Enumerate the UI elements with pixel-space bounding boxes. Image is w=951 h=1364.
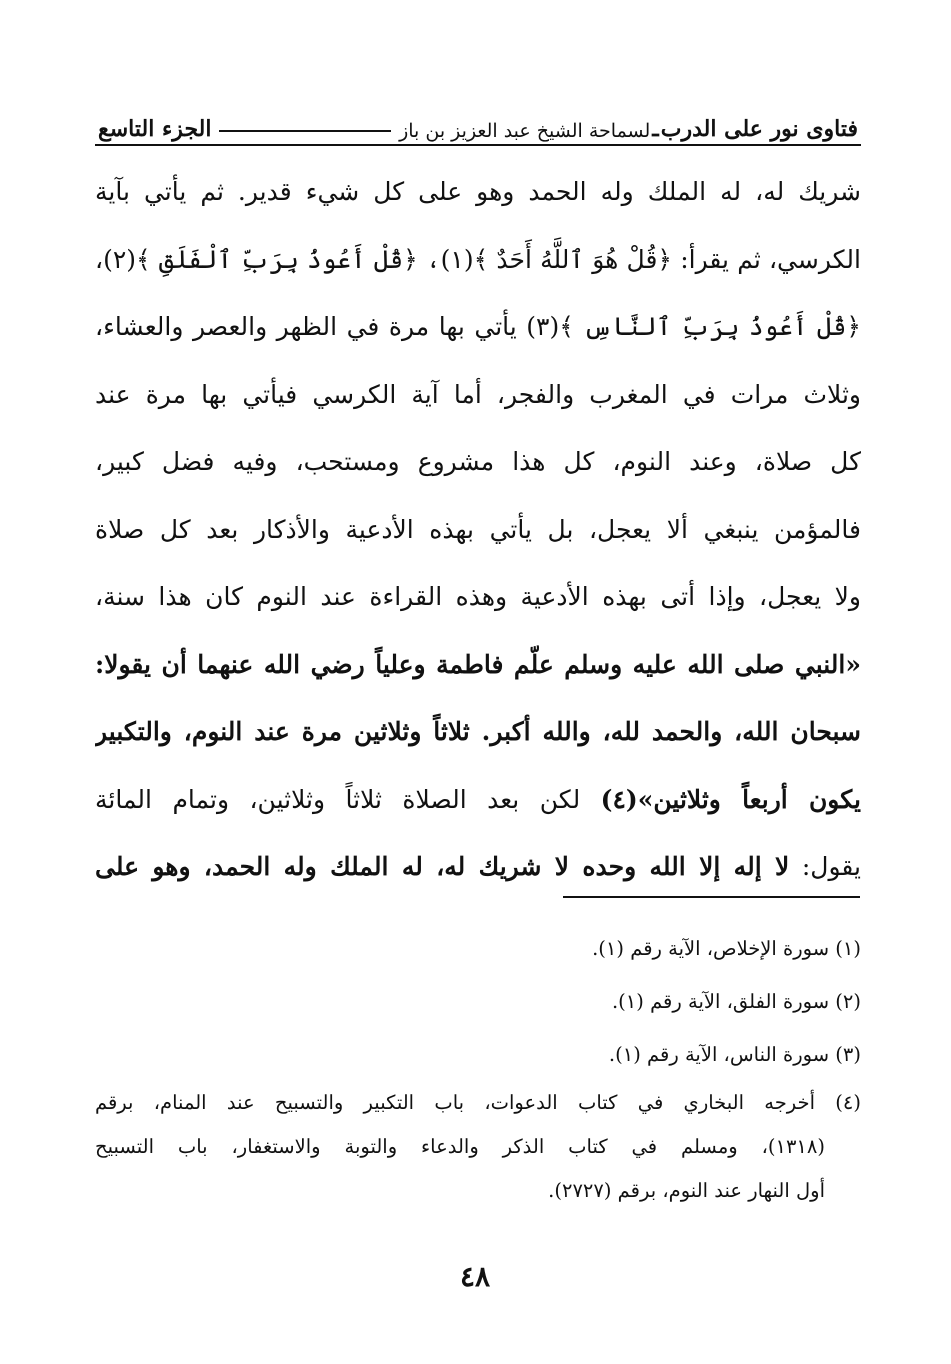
- header-rule: [95, 144, 861, 146]
- hadith-line-2: سبحان الله، والحمد لله، والله أكبر. ثلاثاً وثلاثين مرة عند النوم، والتكبير: [95, 717, 861, 746]
- hadith-line-3: يكون أربعاً وثلاثين»(٤): [600, 784, 861, 814]
- text-line-3: ﴿قُلْ أَعُوذُ بِرَبِّ ٱلنَّاسِ ﴾(٣) يأتي بها مرة في الظهر والعصر والعشاء،: [95, 312, 861, 341]
- main-text: [95, 158, 861, 901]
- footnote-4-line-3: أول النهار عند النوم، برقم (٢٧٢٧).: [548, 1179, 825, 1202]
- text-line-2: الكرسي، ثم يقرأ: ﴿قُلْ هُوَ ٱللَّهُ أَحَدٌ ﴾(١)، ﴿قُلْ أَعُوذُ بِرَبِّ ٱلْفَلَقِ ﴾(٢)،: [95, 244, 861, 274]
- footnote-4: [95, 1081, 861, 1213]
- tahlil-phrase: لا إله إلا الله وحده لا شريك له، له الملك وله الحمد، وهو على: [95, 852, 790, 881]
- text-line-4: وثلاث مرات في المغرب والفجر، أما آية الكرسي فيأتي بها مرة عند: [95, 379, 861, 409]
- text-line-7: ولا يعجل، وإذا أتى بهذه الأدعية وهذه القراءة عند النوم كان هذا سنة،: [95, 582, 861, 611]
- footnote-separator: [563, 896, 860, 898]
- footnote-1: (١) سورة الإخلاص، الآية رقم (١).: [592, 937, 861, 960]
- footnotes: [95, 922, 861, 1213]
- footnote-2: (٢) سورة الفلق، الآية رقم (١).: [611, 990, 861, 1013]
- text-line-10: [95, 766, 861, 834]
- footnote-4-line-1: (٤) أخرجه البخاري في كتاب الدعوات، باب التكبير والتسبيح عند المنام، برقم: [95, 1091, 861, 1114]
- footnote-3: (٣) سورة الناس، الآية رقم (١).: [608, 1043, 861, 1066]
- text-line-10-rest: لكن بعد الصلاة ثلاثاً وثلاثين، وتمام المائة: [95, 784, 601, 814]
- footnote-4-line-2: (١٣١٨)، ومسلم في كتاب الذكر والدعاء والتوبة والاستغفار، باب التسبيح: [95, 1135, 825, 1158]
- author-name: لسماحة الشيخ عبد العزيز بن باز: [399, 120, 651, 142]
- book-title: فتاوى نور على الدرب: [660, 116, 858, 142]
- text-line-5: كل صلاة، وعند النوم، كل هذا مشروع ومستحب، وفيه فضل كبير،: [95, 447, 861, 476]
- running-header: [98, 98, 858, 142]
- volume-part: الجزء التاسع: [98, 116, 212, 142]
- text-line-11: [95, 833, 861, 901]
- header-separator-line: [219, 130, 391, 132]
- page-number: ٤٨: [459, 1260, 491, 1293]
- header-dash: ـ: [652, 116, 659, 142]
- text-line-11-start: يقول:: [789, 852, 861, 881]
- hadith-line-1: «النبي صلى الله عليه وسلم علّم فاطمة وعلياً رضي الله عنهما أن يقولا:: [95, 649, 861, 679]
- text-line-1: شريك له، له الملك وله الحمد وهو على كل شيء قدير. ثم يأتي بآية: [95, 177, 861, 206]
- text-line-6: فالمؤمن ينبغي ألا يعجل، بل يأتي بهذه الأدعية والأذكار بعد كل صلاة: [95, 514, 861, 544]
